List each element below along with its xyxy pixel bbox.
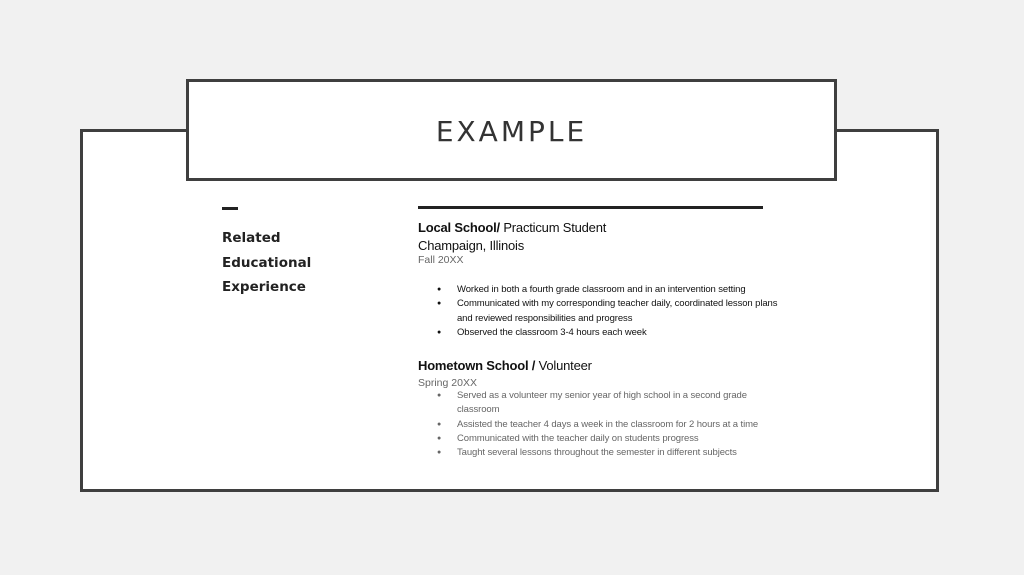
entry-org: Hometown School / xyxy=(418,358,536,373)
entry-title xyxy=(418,219,778,237)
entry-title xyxy=(418,357,778,375)
bullet-list xyxy=(418,389,778,460)
list-item: ● Communicated with the teacher daily on students progress xyxy=(418,432,778,446)
experience-entry xyxy=(418,219,778,340)
entry-role: Practicum Student xyxy=(499,220,607,235)
section-dash xyxy=(222,207,238,210)
bullet-list xyxy=(418,283,778,340)
list-item: ● Taught several lessons throughout the semester in different subjects xyxy=(418,446,778,460)
section-heading xyxy=(222,226,372,300)
list-item: ● Communicated with my corresponding teacher daily, coordinated lesson plans and reviewed responsibilities and progress xyxy=(418,297,778,326)
entry-org: Local School/ xyxy=(418,220,500,235)
experience-entry xyxy=(418,357,778,460)
entry-date: Spring 20XX xyxy=(418,377,477,389)
entry-role: Volunteer xyxy=(535,358,592,373)
list-item: ● Worked in both a fourth grade classroom and in an intervention setting xyxy=(418,283,778,297)
list-item: ● Assisted the teacher 4 days a week in the classroom for 2 hours at a time xyxy=(418,418,778,432)
entry-date: Fall 20XX xyxy=(418,254,464,266)
page-title: EXAMPLE xyxy=(435,114,588,148)
list-item: ● Observed the classroom 3-4 hours each week xyxy=(418,326,778,340)
section-heading-line: Experience xyxy=(222,279,306,295)
entry-location: Champaign, Illinois xyxy=(418,238,525,253)
section-heading-line: Related xyxy=(222,230,281,246)
section-heading-line: Educational xyxy=(222,254,312,271)
title-box xyxy=(186,79,837,181)
content-divider xyxy=(418,206,763,209)
list-item: ● Served as a volunteer my senior year of high school in a second grade classroom xyxy=(418,389,778,418)
